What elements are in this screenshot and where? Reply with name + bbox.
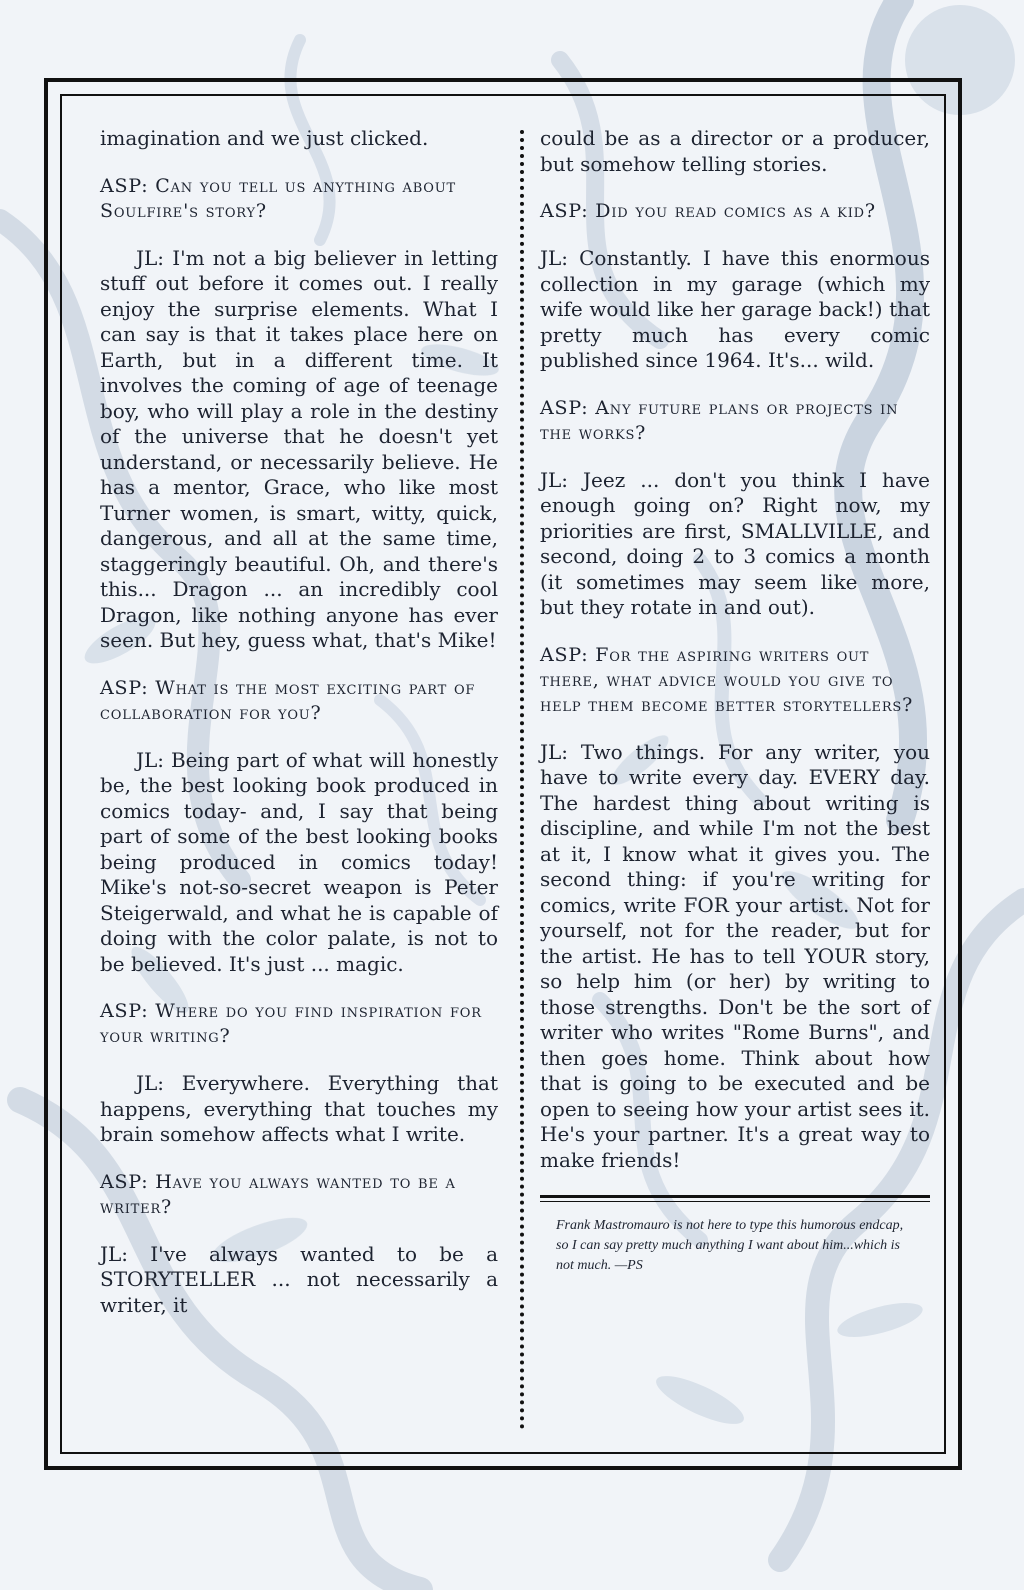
right-column-body: [540, 126, 930, 1173]
left-column: [100, 126, 498, 1340]
interview-answer: could be as a director or a producer, but somehow telling stories.: [540, 126, 930, 176]
interview-answer: JL: Being part of what will honestly be, the best looking book produced in comics today- and, I say that being part of some of the best looking books being produced in comics today! Mike's not-so-secret weapon is Peter Steigerwald, and what he is capable of doing with the color palate, is not to be believed. It's just ... magic.: [100, 747, 498, 976]
interview-answer: JL: Jeez ... don't you think I have enough going on? Right now, my priorities are first, SMALLVILLE, and second, doing 2 to 3 comics a month (it sometimes may seem like more, but they rotate in and out).: [540, 467, 930, 619]
interview-answer: imagination and we just clicked.: [100, 126, 429, 150]
endnote-rule: [540, 1195, 930, 1198]
interview-question: ASP: Did you read comics as a kid?: [540, 200, 876, 222]
interview-answer: JL: Everywhere. Everything that happens, everything that touches my brain somehow affects what I write.: [100, 1071, 498, 1146]
interview-question: ASP: For the aspiring writers out there, what advice would you give to help them become better storytellers?: [540, 643, 914, 716]
endnote: Frank Mastromauro is not here to type this humorous endcap, so I can say pretty much anything I want about him...which is not much. —PS: [556, 1218, 904, 1273]
interview-question: ASP: What is the most exciting part of collaboration for you?: [100, 676, 476, 724]
interview-question: ASP: Have you always wanted to be a writer?: [100, 1170, 456, 1218]
interview-answer: JL: I'm not a big believer in letting stuff out before it comes out. I really enjoy the surprise elements. What I can say is that it takes place here on Earth, but in a different time. It involves the coming of age of teenage boy, who will play a role in the destiny of the universe that he doesn't yet understand, or necessarily believe. He has a mentor, Grace, who like most Turner women, is smart, witty, quick, dangerous, and all at the same time, staggeringly beautiful. Oh, and there's this... Dragon ... an incredibly cool Dragon, like nothing anyone has ever seen. But hey, guess what, that's Mike!: [100, 245, 498, 652]
column-divider: [520, 130, 524, 1430]
interview-answer: JL: I've always wanted to be a STORYTELLER ... not necessarily a writer, it: [100, 1241, 498, 1317]
interview-question: ASP: Can you tell us anything about Soulfire's story?: [100, 174, 456, 222]
interview-answer: JL: Two things. For any writer, you have to write every day. EVERY day. The hardest thing about writing is discipline, and while I'm not the best at it, I know what it gives you. The second thing: if you're writing for comics, write FOR your artist. Not for yourself, not for the reader, but for the artist. He has to tell YOUR story, so help him (or her) by writing to those strengths. Don't be the sort of writer who writes "Rome Burns", and then goes home. Think about how that is going to be executed and be open to seeing how your artist sees it. He's your partner. It's a great way to make friends!: [540, 739, 930, 1172]
interview-answer: JL: Constantly. I have this enormous collection in my garage (which my wife would like her garage back!) that pretty much has every comic published since 1964. It's... wild.: [540, 246, 930, 372]
interview-question: ASP: Any future plans or projects in the works?: [540, 396, 899, 444]
endnote-rule-thin: [540, 1201, 930, 1202]
right-column: [540, 126, 930, 1276]
interview-question: ASP: Where do you find inspiration for your writing?: [100, 1000, 482, 1047]
